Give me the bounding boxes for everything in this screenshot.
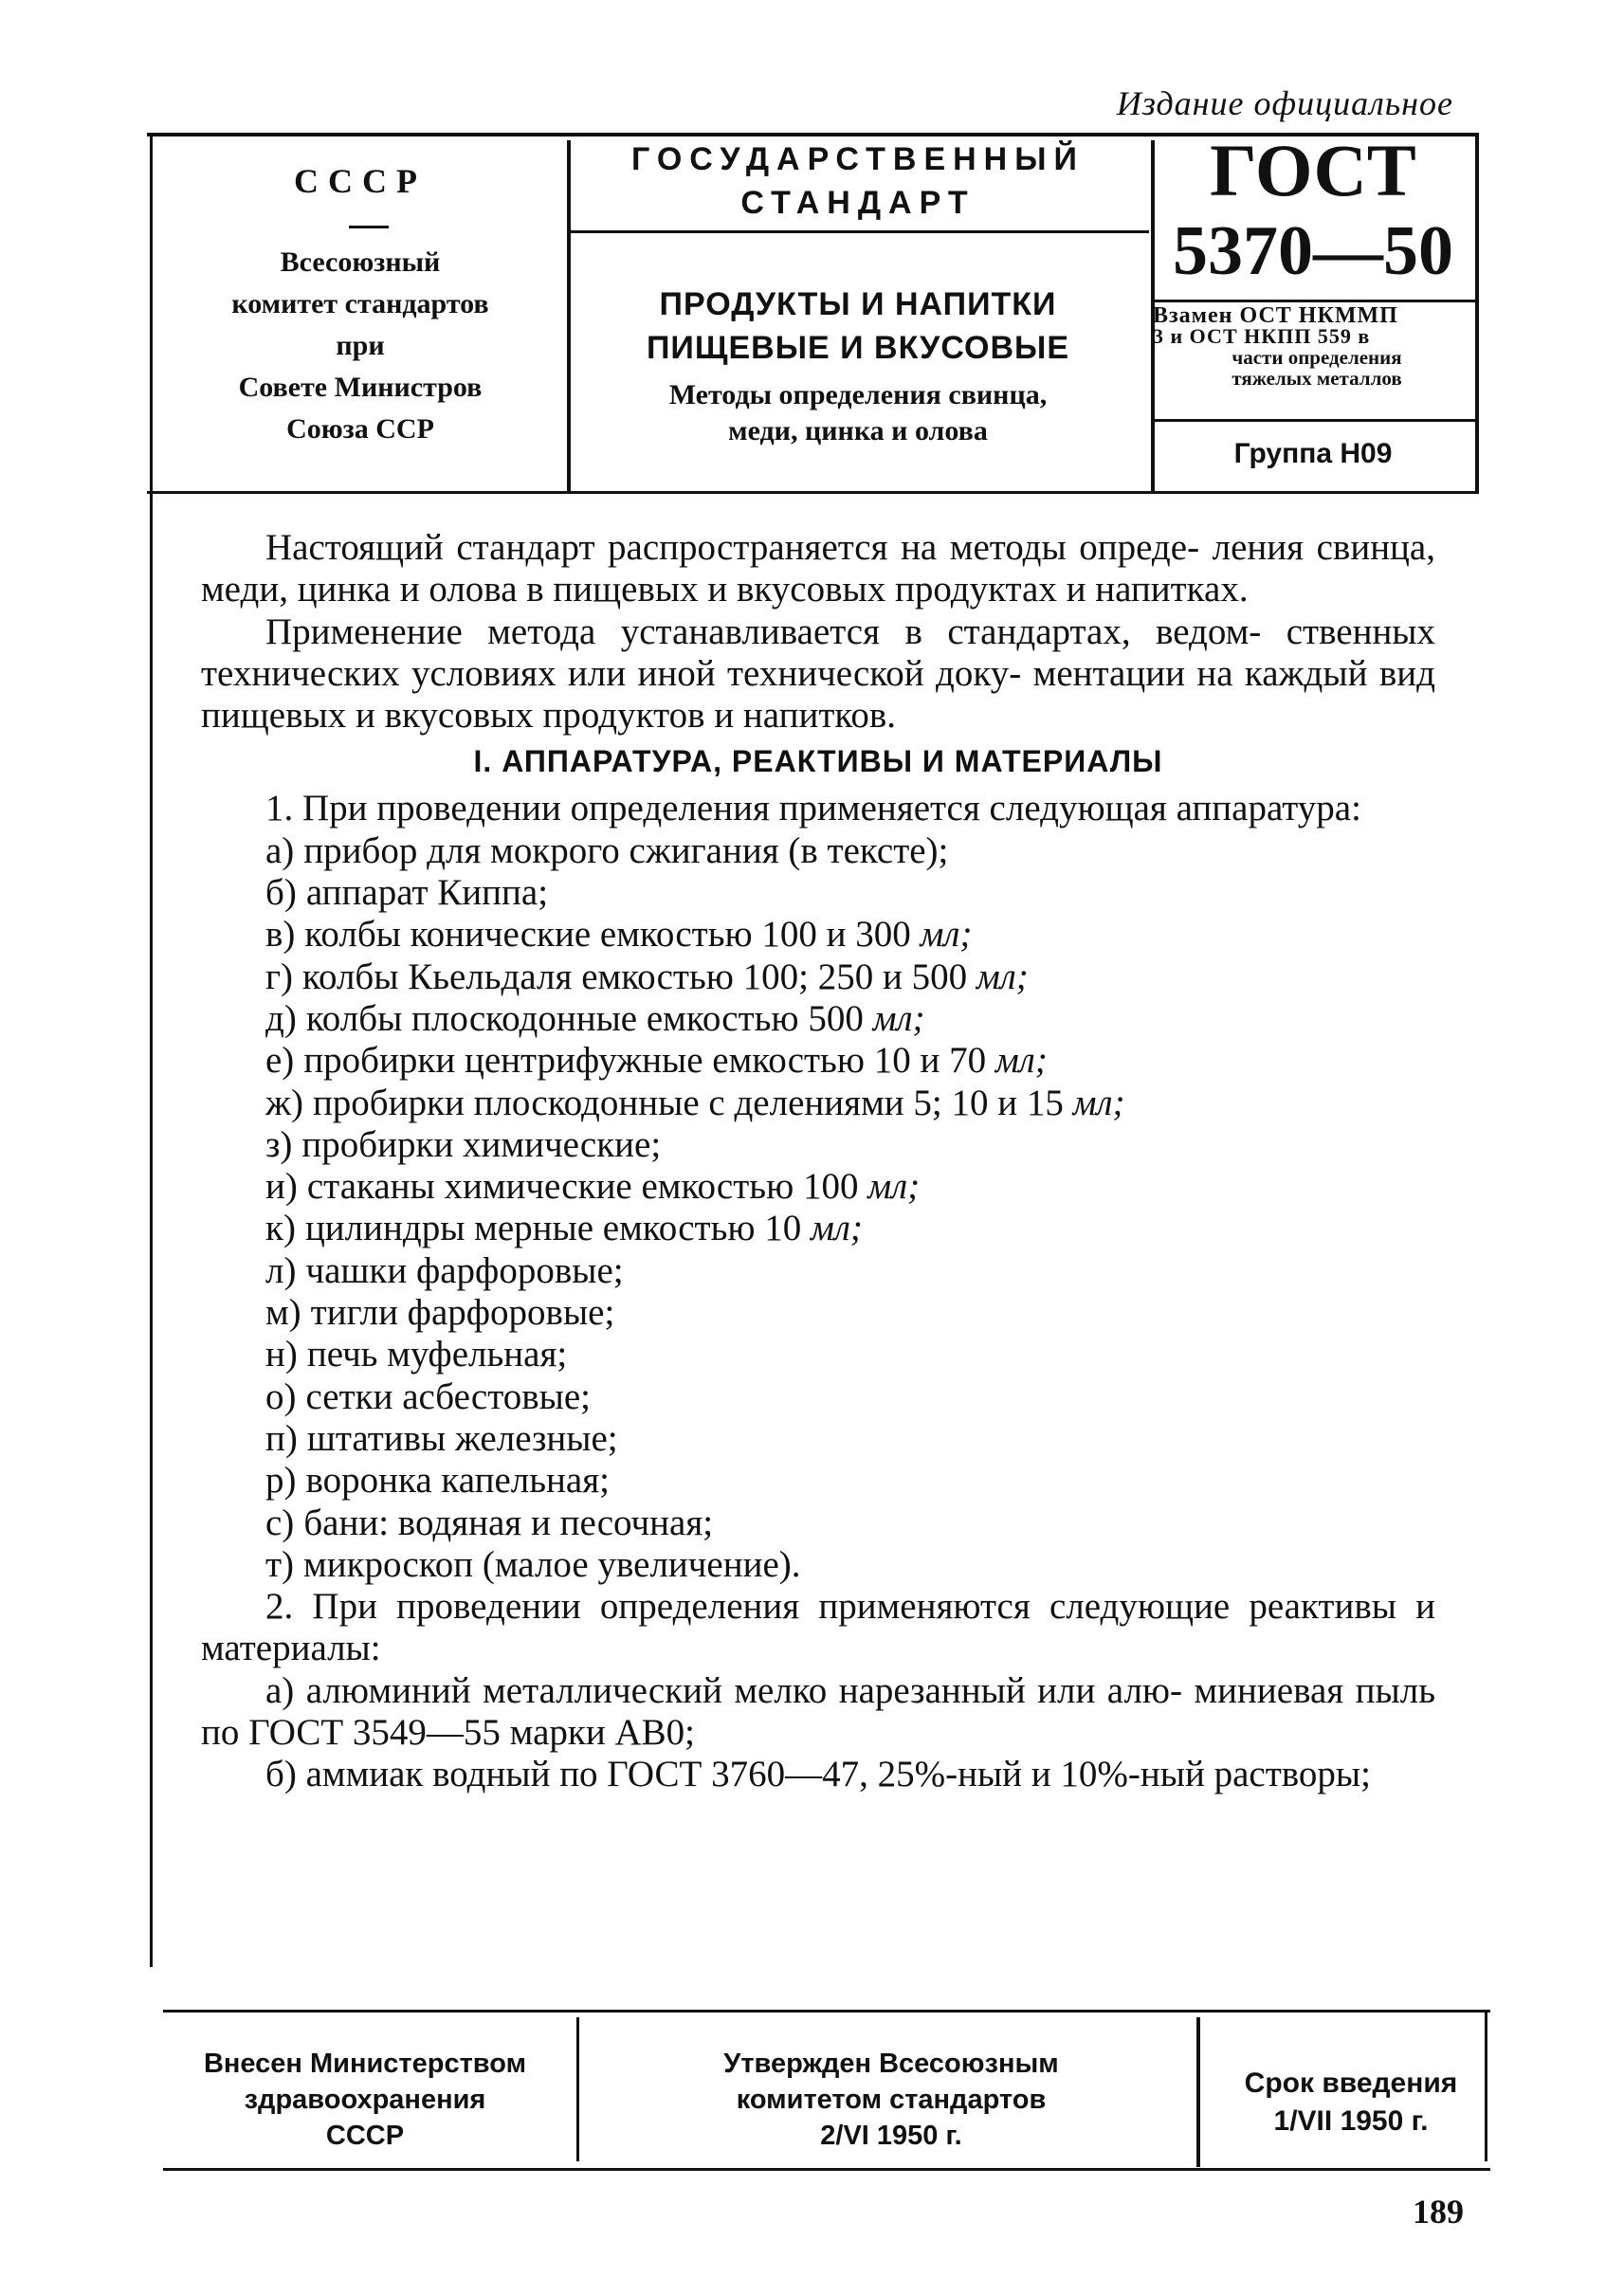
apparatus-text: колбы плоскодонные емкостью 500 [305,997,873,1039]
footer-line: СССР [325,2121,405,2151]
apparatus-text: микроскоп (малое увеличение). [303,1543,801,1585]
footer-bottom-rule [163,2168,1490,2171]
reagent-b: б) аммиак водный по ГОСТ 3760—47, 25%-ный и 10%-ный растворы; [265,1754,1371,1795]
apparatus-item [201,830,1435,872]
clause-1: 1. При проведении определения применяется следующая аппаратура: [265,788,1361,829]
apparatus-item [201,1544,1435,1586]
apparatus-item [201,956,1435,998]
committee-line: Совете Министров [238,372,483,403]
committee-block [161,242,559,450]
apparatus-letter: ж) [265,1082,303,1123]
footer-line: Утвержден Всесоюзным [723,2049,1059,2079]
footer-line: 1/VII 1950 г. [1273,2105,1429,2137]
page-number: 189 [1413,2193,1464,2231]
country-label: СССР [294,162,427,200]
effective-date [1209,2065,1493,2140]
title-line: ПИЩЕВЫЕ И ВКУСОВЫЕ [646,330,1070,366]
apparatus-letter: п) [265,1417,298,1459]
apparatus-text: аппарат Киппа; [305,872,549,914]
document-subtitle [569,377,1147,449]
edition-note: Издание официальное [1116,84,1453,122]
apparatus-item [201,1040,1435,1082]
apparatus-letter: к) [265,1208,296,1249]
apparatus-item [201,1208,1435,1249]
committee-line: при [336,330,385,361]
section-title: I. АППАРАТУРА, РЕАКТИВЫ И МАТЕРИАЛЫ [473,744,1163,779]
apparatus-item [201,998,1435,1040]
apparatus-text: стаканы химические емкостью 100 [306,1166,868,1208]
subtitle-line: Методы определения свинца, [668,379,1048,410]
footer-divider-2 [1196,2017,1200,2167]
apparatus-letter: н) [265,1334,298,1375]
apparatus-text: колбы конические емкостью 100 и 300 [304,914,921,956]
committee-line: комитет стандартов [231,288,489,319]
apparatus-letter: т) [265,1543,295,1585]
apparatus-text: пробирки центрифужные емкостью 10 и 70 [303,1040,995,1082]
apparatus-item [201,914,1435,956]
apparatus-item [201,872,1435,914]
apparatus-text: пробирки плоскодонные с делениями 5; 10 и 15 [312,1082,1073,1123]
apparatus-letter: с) [265,1502,295,1543]
body-left-border [150,493,153,1967]
apparatus-text: печь муфельная; [306,1334,568,1375]
approved-by [588,2046,1195,2154]
footer-line: Срок введения [1244,2067,1458,2099]
apparatus-text: бани: водяная и песочная; [303,1502,714,1543]
gost-label: ГОСТ [1210,129,1416,211]
apparatus-letter: а) [265,829,295,871]
document-title [569,282,1147,370]
group-code: Группа Н09 [1233,438,1393,469]
apparatus-list [201,830,1435,1586]
apparatus-item [201,1418,1435,1460]
apparatus-item [201,1376,1435,1418]
introduced-by [161,2046,569,2154]
apparatus-text: цилиндры мерные емкостью 10 [304,1208,812,1249]
apparatus-letter: в) [265,914,296,956]
apparatus-item [201,1292,1435,1334]
apparatus-item [201,1250,1435,1292]
apparatus-item [201,1083,1435,1124]
committee-line: Союза ССР [286,413,434,445]
apparatus-unit: мл; [872,997,925,1039]
committee-line: Всесоюзный [280,246,441,278]
apparatus-item [201,1166,1435,1208]
apparatus-letter: о) [265,1375,297,1417]
gost-rule [1153,300,1477,302]
apparatus-unit: мл; [811,1208,863,1249]
header-middle-rule [569,230,1149,233]
reagent-a: а) алюминий металлический мелко нарезанный или алю- миниевая пыль по ГОСТ 3549—55 марки АВ0; [201,1669,1435,1754]
apparatus-letter: р) [265,1460,297,1502]
apparatus-letter: б) [265,872,297,914]
apparatus-letter: з) [265,1123,293,1165]
replaced-line: 3 и ОСТ НКПП 559 в [1153,324,1371,348]
apparatus-unit: мл; [867,1166,921,1208]
apparatus-item [201,1460,1435,1502]
title-line: ПРОДУКТЫ И НАПИТКИ [659,286,1057,322]
apparatus-text: колбы Кьельдаля емкостью 100; 250 и 500 [301,956,976,997]
footer-line: 2/VI 1950 г. [820,2121,962,2151]
standard-type [569,137,1147,225]
footer-divider-1 [576,2017,579,2161]
apparatus-letter: и) [265,1166,298,1208]
apparatus-text: воронка капельная; [305,1460,610,1502]
footer-line: комитетом стандартов [736,2085,1047,2115]
apparatus-item [201,1334,1435,1375]
apparatus-text: чашки фарфоровые; [305,1249,624,1291]
replaced-line: части определения [1232,346,1402,369]
group-rule [1153,419,1477,422]
apparatus-letter: л) [265,1249,297,1291]
apparatus-text: тигли фарфоровые; [310,1292,615,1334]
apparatus-letter: е) [265,1040,295,1082]
apparatus-item [201,1503,1435,1544]
intro-paragraph-2: Применение метода устанавливается в стандартах, ведом- ственных технических условиях или иной технической доку- ментации на каждый вид пищевых и вкусовых продуктов и напитков. [201,610,1436,737]
replaced-line: Взамен ОСТ НКММП [1153,303,1398,328]
country-dash [349,226,389,228]
footer-line: здравоохранения [244,2085,486,2115]
apparatus-unit: мл; [994,1040,1048,1082]
header-bottom-rule [147,491,1479,494]
apparatus-item [201,1124,1435,1166]
apparatus-text: пробирки химические; [301,1123,662,1165]
standard-type-line: ГОСУДАРСТВЕННЫЙ [631,141,1085,177]
header-left-border [150,133,153,493]
standard-type-line: СТАНДАРТ [740,185,976,221]
intro-paragraph-1: Настоящий стандарт распространяется на методы опреде- ления свинца, меди, цинка и олова в пищевых и вкусовых продуктах и напитках. [201,527,1435,610]
apparatus-text: штативы железные; [306,1417,618,1459]
apparatus-text: сетки асбестовые; [305,1375,592,1417]
gost-number: 5370—50 [1173,212,1453,290]
replaced-line: тяжелых металлов [1232,367,1402,390]
apparatus-unit: мл; [976,956,1029,997]
clause-2: 2. При проведении определения применяются следующие реактивы и материалы: [201,1586,1435,1669]
footer-line: Внесен Министерством [203,2049,527,2079]
footer-top-rule [163,2010,1490,2013]
apparatus-unit: мл; [1072,1082,1125,1123]
apparatus-letter: г) [265,956,293,997]
apparatus-unit: мл; [920,914,973,956]
apparatus-letter: д) [265,997,297,1039]
apparatus-letter: м) [265,1292,301,1334]
apparatus-text: прибор для мокрого сжигания (в тексте); [303,829,949,871]
replaced-standards [1153,305,1481,389]
subtitle-line: меди, цинка и олова [728,415,988,446]
document-body [201,527,1435,1796]
